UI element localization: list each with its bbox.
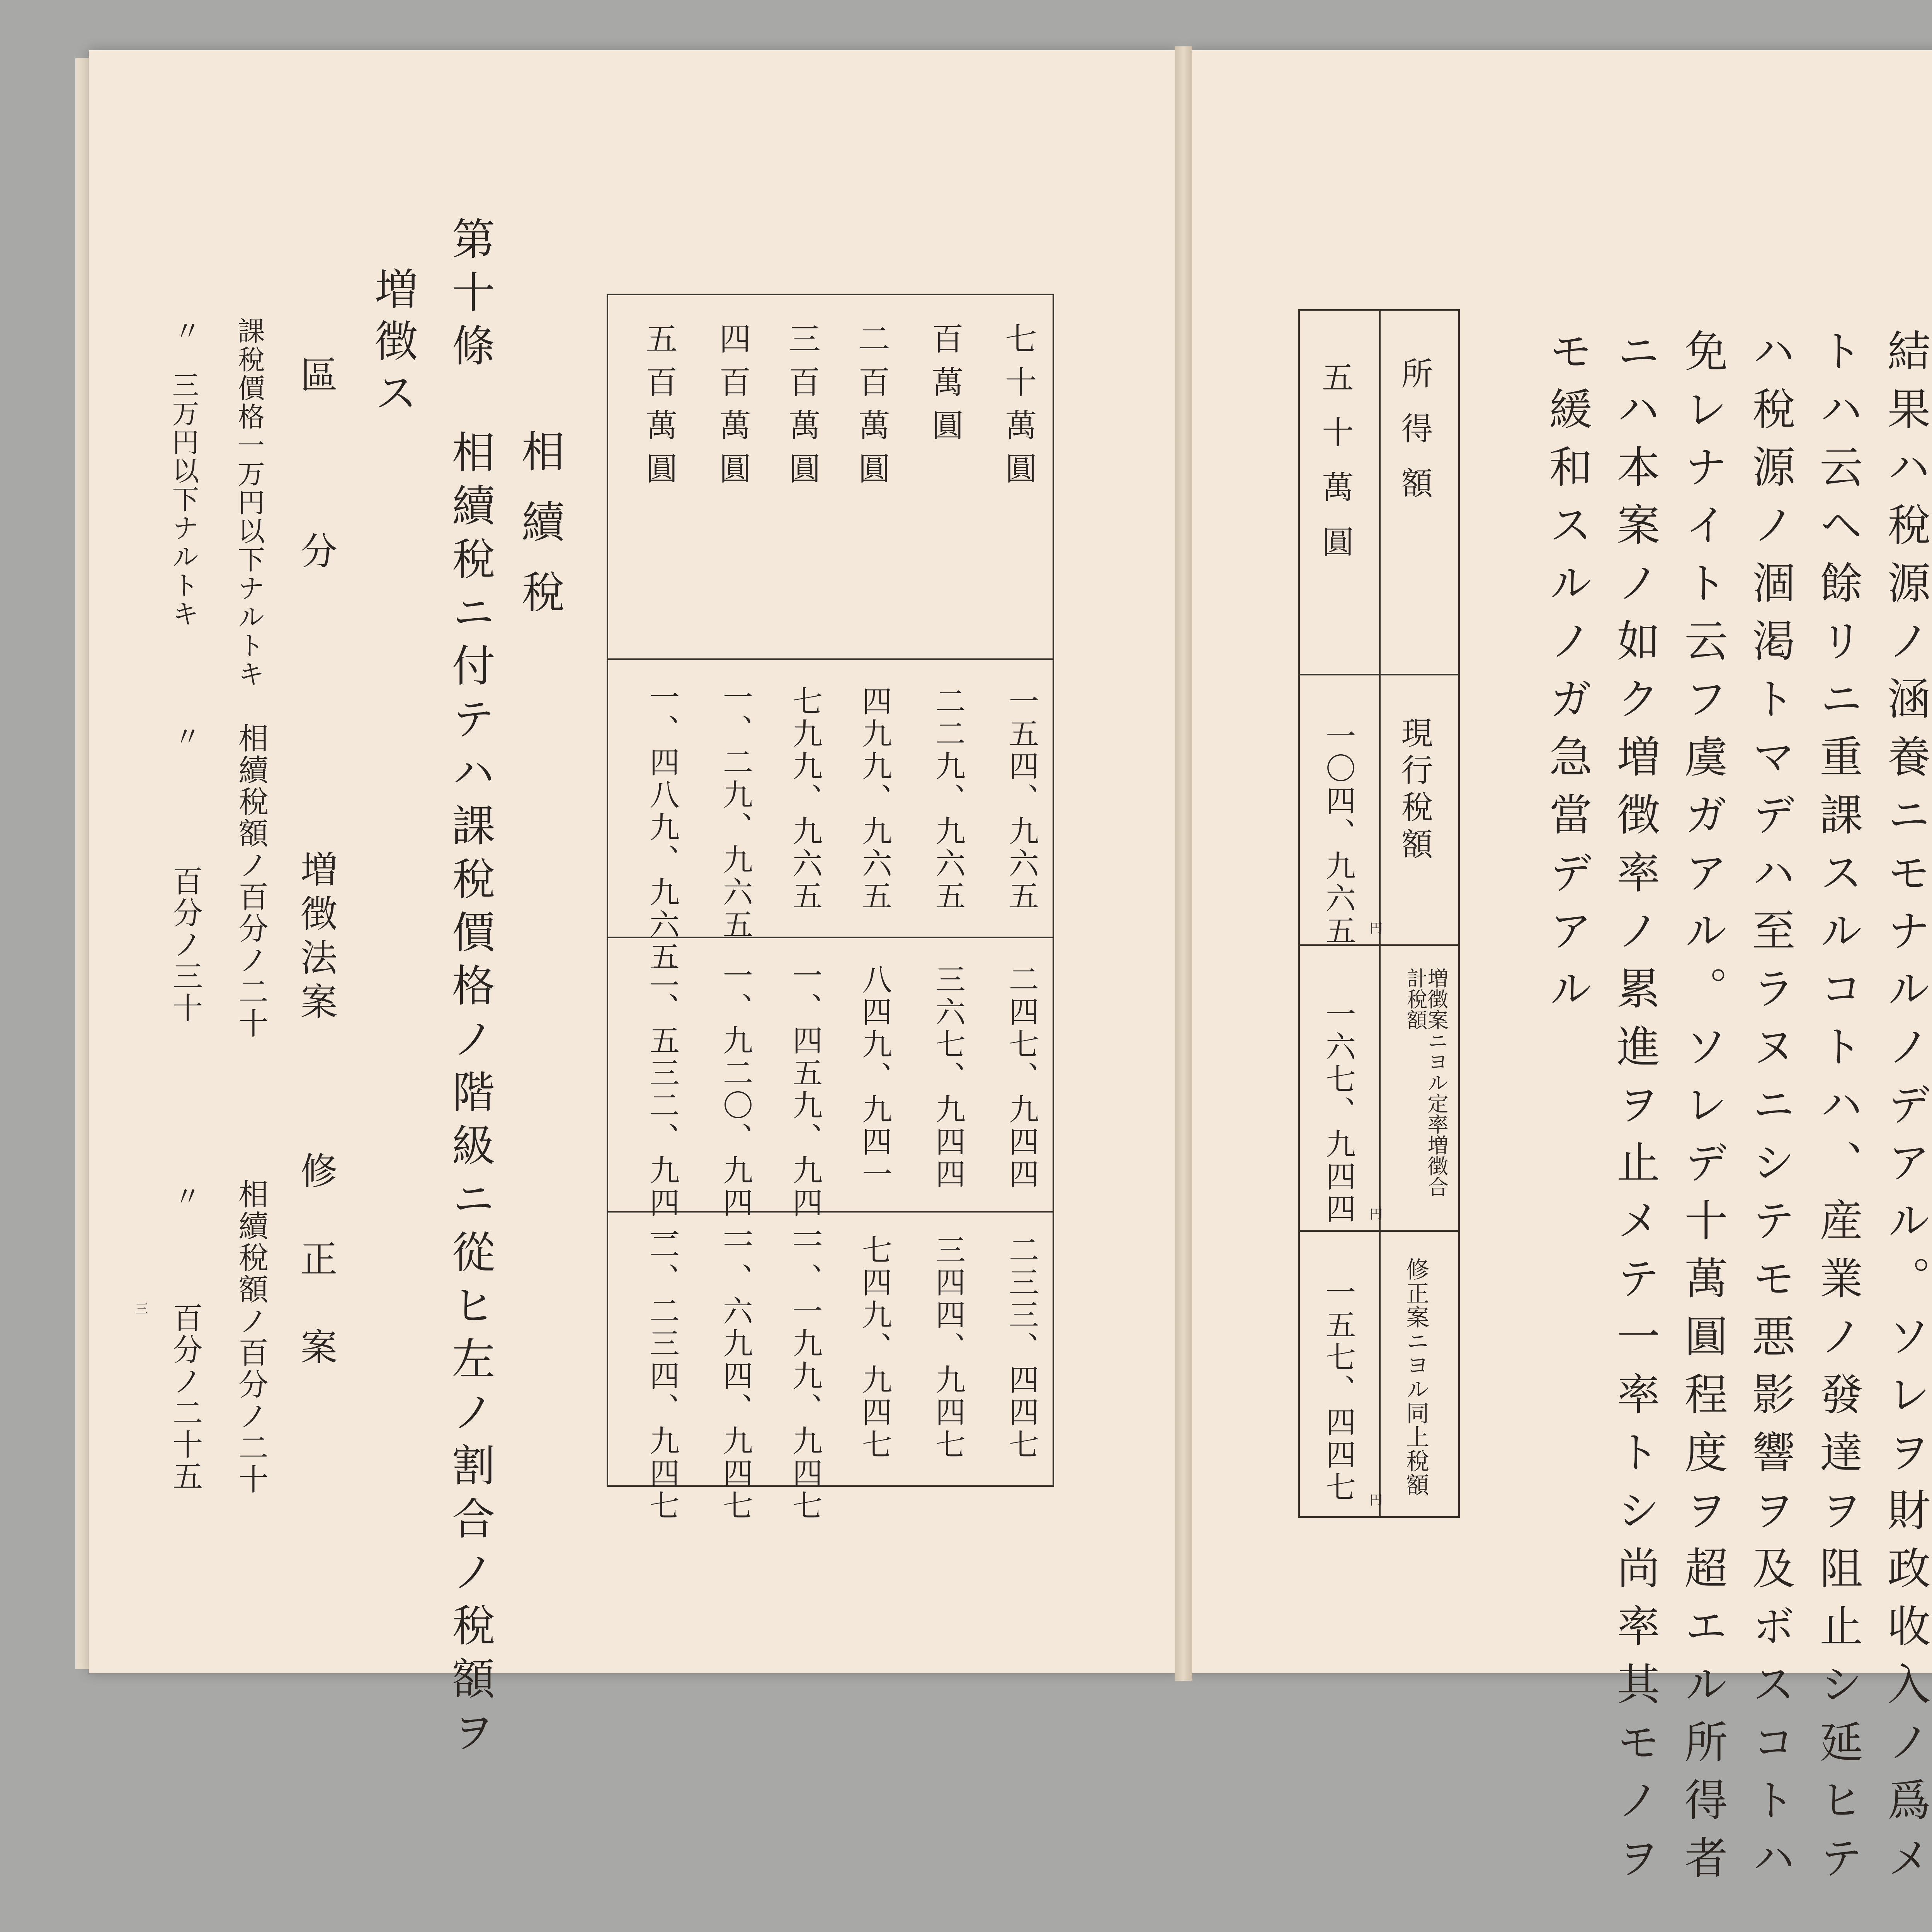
column-kubun: 區 分 — [294, 355, 338, 576]
table-cell: 二、二三四、九四七 — [645, 1230, 679, 1522]
row2-zocho: 百分ノ三十 — [168, 866, 202, 1024]
amount-cell: 四百萬圓 — [714, 322, 751, 495]
article-text-cont: 増徴ス — [367, 267, 418, 422]
table-cell: 一五四、九六五 — [1004, 685, 1039, 913]
table-cell: 一、九二〇、九四一 — [718, 960, 753, 1252]
amount-cell: 三百萬圓 — [784, 322, 820, 495]
table-cell: 四九九、九六五 — [857, 685, 892, 913]
header-income: 所得額 — [1396, 357, 1433, 522]
table-cell: 二、五三二、九四一 — [645, 960, 679, 1252]
header-zocho-tax: 増徴案ニヨル定率増徴合計稅額 — [1403, 968, 1449, 1197]
body-line: 免レナイト云フ虞ガアル。ソレデ十萬圓程度ヲ超エル所得者 — [1677, 328, 1728, 1893]
yen-unit: 円 — [1367, 1493, 1383, 1506]
table-cell: 一、一九九、九四七 — [787, 1230, 822, 1522]
body-line: 結果ハ稅源ノ涵養ニモナルノデアル。ソレヲ財政收入ノ爲メ — [1880, 328, 1930, 1893]
table-cell: 三六七、九四四 — [930, 964, 965, 1191]
income-tax-table — [1298, 309, 1460, 1518]
book-gutter — [1175, 46, 1192, 1681]
body-line: ハ稅源ノ涸渇トマデハ至ラヌニシテモ悪影響ヲ及ボスコトハ — [1745, 328, 1795, 1893]
table-cell: 七四九、九四七 — [857, 1234, 892, 1461]
row2-label: 三万円以下ナルトキ — [168, 371, 199, 628]
table-cell: 一、四五九、九四一 — [787, 960, 822, 1252]
ditto-mark: 〃 — [170, 1182, 201, 1211]
cell-zocho-tax: 一六七、九四四 — [1321, 998, 1355, 1226]
amount-cell: 百萬圓 — [927, 322, 963, 452]
amount-cell: 二百萬圓 — [853, 322, 890, 495]
column-zocho: 増徴法案 — [294, 850, 338, 1026]
table-cell: 一、六九四、九四七 — [718, 1230, 753, 1522]
page-number-left: 三 — [135, 1301, 148, 1317]
amount-cell: 七十萬圓 — [1000, 322, 1037, 495]
cell-income: 五十萬圓 — [1317, 361, 1354, 580]
row2-shusei: 百分ノ二十五 — [168, 1302, 202, 1492]
inheritance-tax-table — [607, 294, 1054, 1522]
ditto-mark: 〃 — [170, 723, 201, 751]
amount-cell: 五百萬圓 — [641, 322, 677, 495]
table-cell: 二四七、九四四 — [1004, 964, 1039, 1191]
body-line: ニハ本案ノ如ク増徴率ノ累進ヲ止メテ一率トシ尚率其モノヲ — [1610, 328, 1660, 1893]
cell-current-tax: 一〇四、九六五 — [1321, 720, 1355, 947]
article-text: 第十條 相續稅ニ付テハ課稅價格ノ階級ニ從ヒ左ノ割合ノ稅額ヲ — [445, 216, 495, 1763]
table-cell: 三四四、九四七 — [930, 1234, 965, 1461]
table-cell: 八四九、九四一 — [857, 964, 892, 1191]
table-cell: 二二九、九六五 — [930, 685, 965, 913]
header-shusei-tax: 修正案ニヨル同上稅額 — [1402, 1257, 1429, 1497]
row1-label: 課稅價格一万円以下ナルトキ — [233, 317, 265, 689]
table-cell: 七九九、九六五 — [787, 685, 822, 913]
row1-shusei: 相續稅額ノ百分ノ二十 — [233, 1179, 268, 1495]
ditto-mark: 〃 — [170, 317, 201, 345]
body-line: トハ云ヘ餘リニ重課スルコトハ、産業ノ發達ヲ阻止シ延ヒテ — [1813, 328, 1863, 1893]
cell-shusei-tax: 一五七、四四七 — [1321, 1277, 1355, 1504]
yen-unit: 円 — [1367, 921, 1383, 934]
table-cell: 一、四八九、九六五 — [645, 682, 679, 974]
body-line: モ緩和スルノガ急當デアル — [1542, 328, 1592, 1024]
column-shusei: 修 正 案 — [294, 1151, 338, 1372]
table-cell: 二三三、四四七 — [1004, 1234, 1039, 1461]
section-heading: 相續稅 — [514, 429, 565, 640]
row1-zocho: 相續稅額ノ百分ノ二十 — [233, 723, 268, 1039]
header-current-tax: 現行稅額 — [1396, 716, 1433, 865]
yen-unit: 円 — [1367, 1207, 1383, 1220]
table-cell: 一、二九、九六五 — [718, 682, 753, 941]
